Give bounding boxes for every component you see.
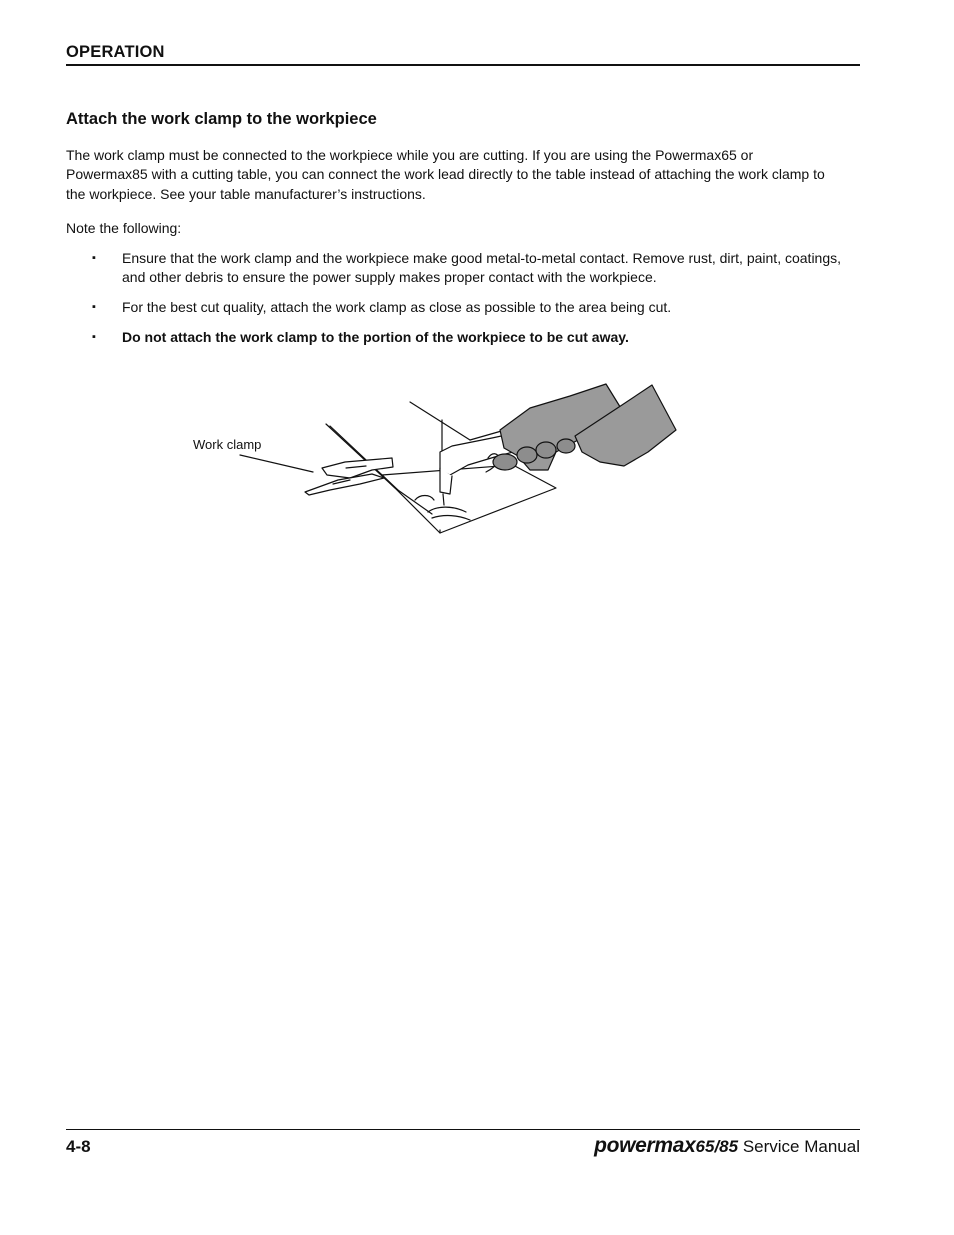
bullet-text: Ensure that the work clamp and the workpiece make good metal-to-metal contact. Remove rust, dirt, paint, coatings, and other debris to ensure the power supply makes proper contact with the workpiece.	[122, 250, 842, 286]
document-title: Service Manual	[742, 1137, 860, 1156]
bullet-text: Do not attach the work clamp to the portion of the workpiece to be cut away.	[122, 329, 629, 345]
footer-brand	[594, 1134, 860, 1158]
bullet-text: For the best cut quality, attach the work clamp as close as possible to the area being cut.	[122, 299, 672, 315]
bullet-marker: ▪	[92, 331, 96, 343]
footer-rule	[66, 1129, 860, 1130]
note-label: Note the following:	[66, 220, 182, 236]
product-name: powermax	[594, 1134, 696, 1157]
section-heading: Attach the work clamp to the workpiece	[66, 110, 377, 128]
header-title: OPERATION	[66, 43, 165, 61]
product-model: 65/85	[695, 1137, 739, 1156]
page-number: 4-8	[66, 1137, 91, 1156]
work-clamp-illustration	[180, 375, 690, 540]
figure-label-work-clamp: Work clamp	[193, 437, 262, 452]
intro-paragraph: The work clamp must be connected to the workpiece while you are cutting. If you are using the Powermax65 or Powermax85 with a cutting table, you can connect the work lead directly to the table instead of attaching the work clamp to the workpiece. See your table manufacturer’s instructions.	[66, 147, 825, 202]
header-rule	[66, 64, 860, 66]
bullet-marker: ▪	[92, 301, 96, 313]
bullet-marker: ▪	[92, 252, 96, 264]
